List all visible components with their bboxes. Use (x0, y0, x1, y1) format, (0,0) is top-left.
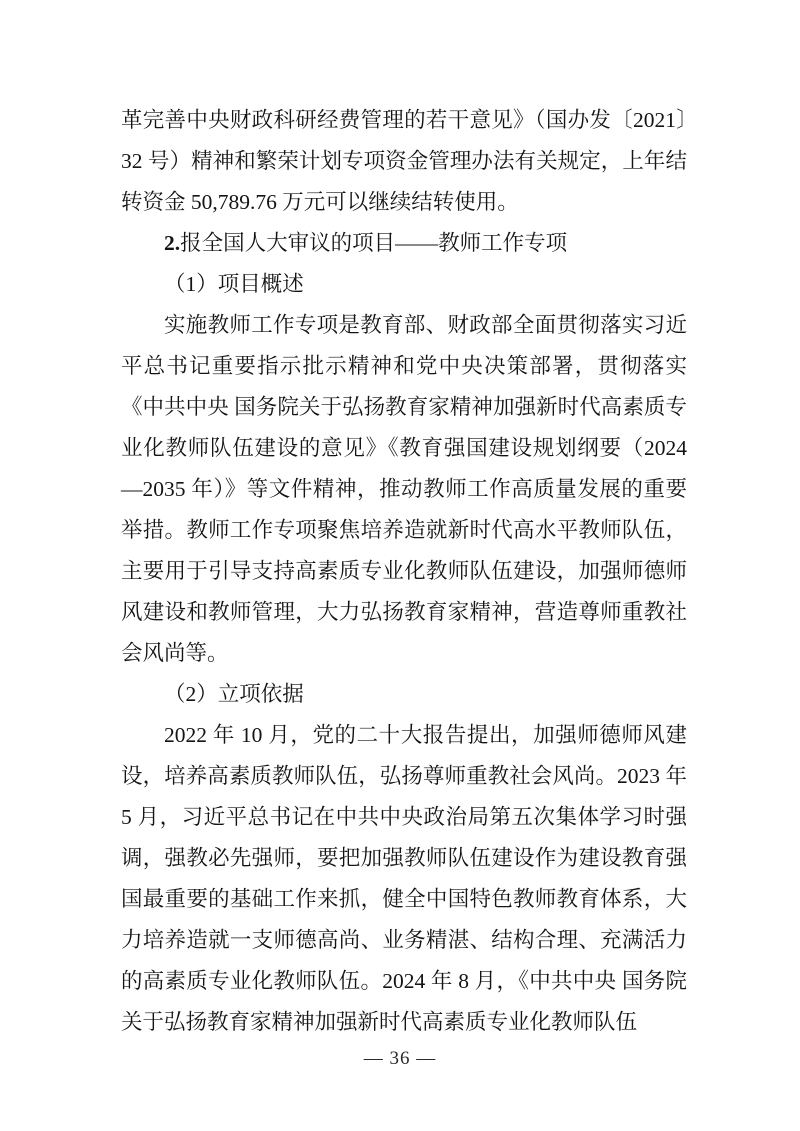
page-number: — 36 — (363, 1048, 437, 1069)
paragraph-body-continued: 革完善中央财政科研经费管理的若干意见》（国办发〔2021〕32 号）精神和繁荣计划专项资金管理办法有关规定，上年结转资金 50,789.76 万元可以继续结转使用。 (121, 108, 687, 214)
document-body (121, 100, 687, 1043)
paragraph-heading-numbered (121, 223, 687, 264)
heading-number: 2. (164, 231, 181, 255)
paragraph-body: 实施教师工作专项是教育部、财政部全面贯彻落实习近平总书记重要指示批示精神和党中央决策部署，贯彻落实《中共中央 国务院关于弘扬教育家精神加强新时代高素质专业化教师队伍建设的意见》《教育强国建设规划纲要（2024—2035 年）》等文件精神，推动教师工作高质量发展的重要举措。教师工作专项聚焦培养造就新时代高水平教师队伍，主要用于引导支持高素质专业化教师队伍建设，加强师德师风建设和教师管理，大力弘扬教育家精神，营造尊师重教社会风尚等。 (121, 313, 687, 665)
paragraph-body: 2022 年 10 月，党的二十大报告提出，加强师德师风建设，培养高素质教师队伍，弘扬尊师重教社会风尚。2023 年 5 月，习近平总书记在中共中央政治局第五次集体学习时强调，强教必先强师，要把加强教师队伍建设作为建设教育强国最重要的基础工作来抓，健全中国特色教师教育体系，大力培养造就一支师德高尚、业务精湛、结构合理、充满活力的高素质专业化教师队伍。2024 年 8 月，《中共中央 国务院关于弘扬教育家精神加强新时代高素质专业化教师队伍 (121, 723, 687, 1034)
paragraph-subheading: （1）项目概述 (164, 272, 304, 296)
heading-text: 报全国人大审议的项目——教师工作专项 (180, 231, 568, 255)
paragraph-subheading: （2）立项依据 (164, 682, 304, 706)
